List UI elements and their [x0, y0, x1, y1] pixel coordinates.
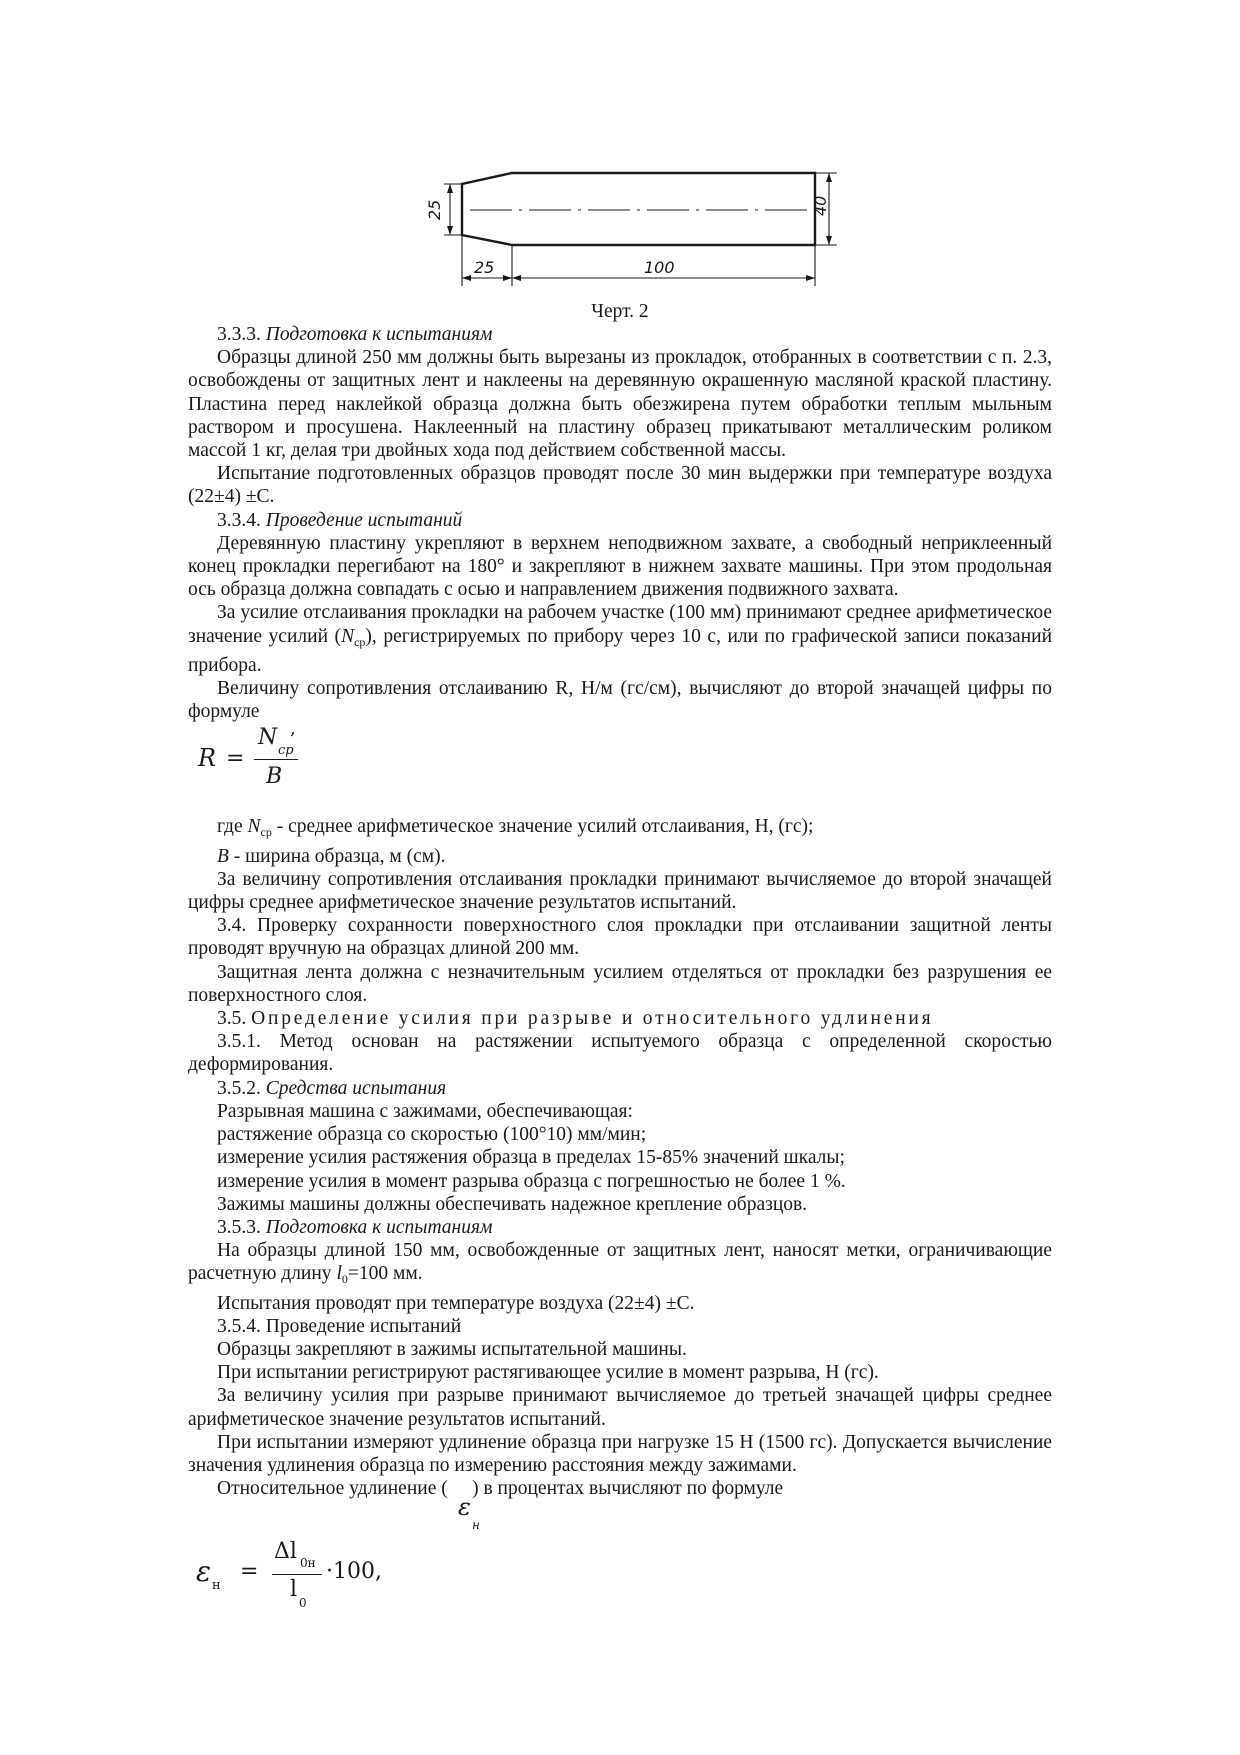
- document-body: [188, 323, 1052, 1626]
- dim-label-40: 40: [811, 195, 830, 216]
- epsilon-symbol: ε: [458, 1493, 471, 1522]
- list-item: растяжение образца со скоростью (100°10) мм/мин;: [217, 1124, 647, 1146]
- section-heading-3-3-3: 3.3.3. Подготовка к испытаниям: [217, 324, 493, 345]
- list-item: измерение усилия в момент разрыва образца с погрешностью не более 1 %.: [217, 1170, 846, 1192]
- paragraph: Испытание подготовленных образцов проводят после 30 мин выдержки при температуре воздуха (22±4) ±С.: [188, 463, 1052, 508]
- paragraph: Относительное удлинение ( ) в процентах вычисляют по формуле: [217, 1478, 784, 1500]
- formula-resistance: , R = N ср B: [188, 723, 1052, 815]
- list-item: измерение усилия растяжения образца в пределах 15-85% значений шкалы;: [217, 1147, 845, 1169]
- section-title: Подготовка к испытаниям: [265, 324, 493, 345]
- paragraph: Испытания проводят при температуре воздуха (22±4) ±С.: [217, 1292, 695, 1314]
- dim-label-25-length: 25: [474, 258, 495, 277]
- section-title: Средства испытания: [265, 1077, 447, 1099]
- paragraph: 3.4. Проверку сохранности поверхностного слоя прокладки при отслаивании защитной ленты проводят вручную на образцах длиной 200 мм.: [188, 915, 1052, 960]
- where-clause: B - ширина образца, м (см).: [217, 845, 446, 867]
- paragraph: Деревянную пластину укрепляют в верхнем неподвижном захвате, а свободный неприклеенный конец прокладки перегибают на 180° и закрепляют в нижнем захвате машины. При этом продольная ось образца должна совпадать с осью и направлением движения подвижного захвата.: [188, 532, 1052, 601]
- paragraph: 3.5.1. Метод основан на растяжении испытуемого образца с определенной скоростью деформирования.: [188, 1031, 1052, 1076]
- dim-label-25-height: 25: [425, 199, 444, 220]
- section-title: Подготовка к испытаниям: [265, 1216, 493, 1238]
- paragraph: Защитная лента должна с незначительным усилием отделяться от прокладки без разрушения ее поверхностного слоя.: [188, 961, 1052, 1006]
- specimen-drawing-svg: [425, 150, 830, 300]
- dim-label-100: 100: [644, 258, 675, 277]
- where-clause: где $N_{ср}$ - среднее арифметическое значение усилий отслаивания, Н, (гс);: [217, 816, 814, 840]
- section-heading-3-3-4: 3.3.4. Проведение испытаний: [217, 509, 463, 531]
- section-title: Определение усилия при разрыве и относительного удлинения: [251, 1008, 934, 1030]
- section-heading-3-5-2: 3.5.2. Средства испытания: [217, 1077, 447, 1099]
- section-heading-3-5: 3.5. Определение усилия при разрыве и относительного удлинения: [217, 1008, 934, 1030]
- paragraph: Величину сопротивления отслаиванию R, Н/м (гс/см), вычисляют до второй значащей цифры по формуле: [188, 678, 1052, 723]
- list-item: При испытании измеряют удлинение образца при нагрузке 15 Н (1500 гс). Допускается вычисление значения удлинения образца по измерению расстояния между зажимами.: [188, 1431, 1052, 1476]
- paragraph: За усилие отслаивания прокладки на рабочем участке (100 мм) принимают среднее арифметическое значение усилий $(N_{ср})$, регистрируемых по прибору через 10 с, или по графической записи показаний прибора.: [188, 602, 1053, 676]
- specimen-drawing: [425, 150, 830, 300]
- section-heading-3-5-3: 3.5.3. Подготовка к испытаниям: [217, 1216, 493, 1238]
- specimen-outline: [462, 173, 815, 245]
- list-item: За величину усилия при разрыве принимают вычисляемое до третьей значащей цифры среднее арифметическое значение результатов испытаний.: [188, 1385, 1052, 1430]
- formula-elongation: ε н ε н = Δl 0н l 0 ·100,: [196, 1493, 480, 1611]
- list-item: Разрывная машина с зажимами, обеспечивающая:: [217, 1100, 633, 1122]
- paragraph: За величину сопротивления отслаивания прокладки принимают вычисляемое до второй значащей цифры среднее арифметическое значение результатов испытаний.: [188, 868, 1052, 914]
- section-heading-3-5-4: 3.5.4. Проведение испытаний: [217, 1315, 462, 1337]
- list-item: Образцы закрепляют в зажимы испытательной машины.: [217, 1338, 687, 1360]
- paragraph: Образцы длиной 250 мм должны быть вырезаны из прокладок, отобранных в соответствии с п. 2.3, освобождены от защитных лент и наклеены на деревянную окрашенную масляной краской пластину. Пластина перед наклейкой образца должна быть обезжирена путем обработки теплым мыльным раствором и просушена. Наклеенный на пластину образец прикатывают металлическим роликом массой 1 кг, делая три двойных хода под действием собственной массы.: [188, 347, 1052, 462]
- list-item: При испытании регистрируют растягивающее усилие в момент разрыва, Н (гс).: [217, 1362, 879, 1384]
- paragraph: На образцы длиной 150 мм, освобожденные от защитных лент, наносят метки, ограничивающие расчетную длину $l_0=100$ мм.: [188, 1240, 1052, 1287]
- section-title: Проведение испытаний: [265, 509, 463, 531]
- figure-caption: Черт. 2: [591, 301, 649, 322]
- list-item: Зажимы машины должны обеспечивать надежное крепление образцов.: [217, 1193, 808, 1215]
